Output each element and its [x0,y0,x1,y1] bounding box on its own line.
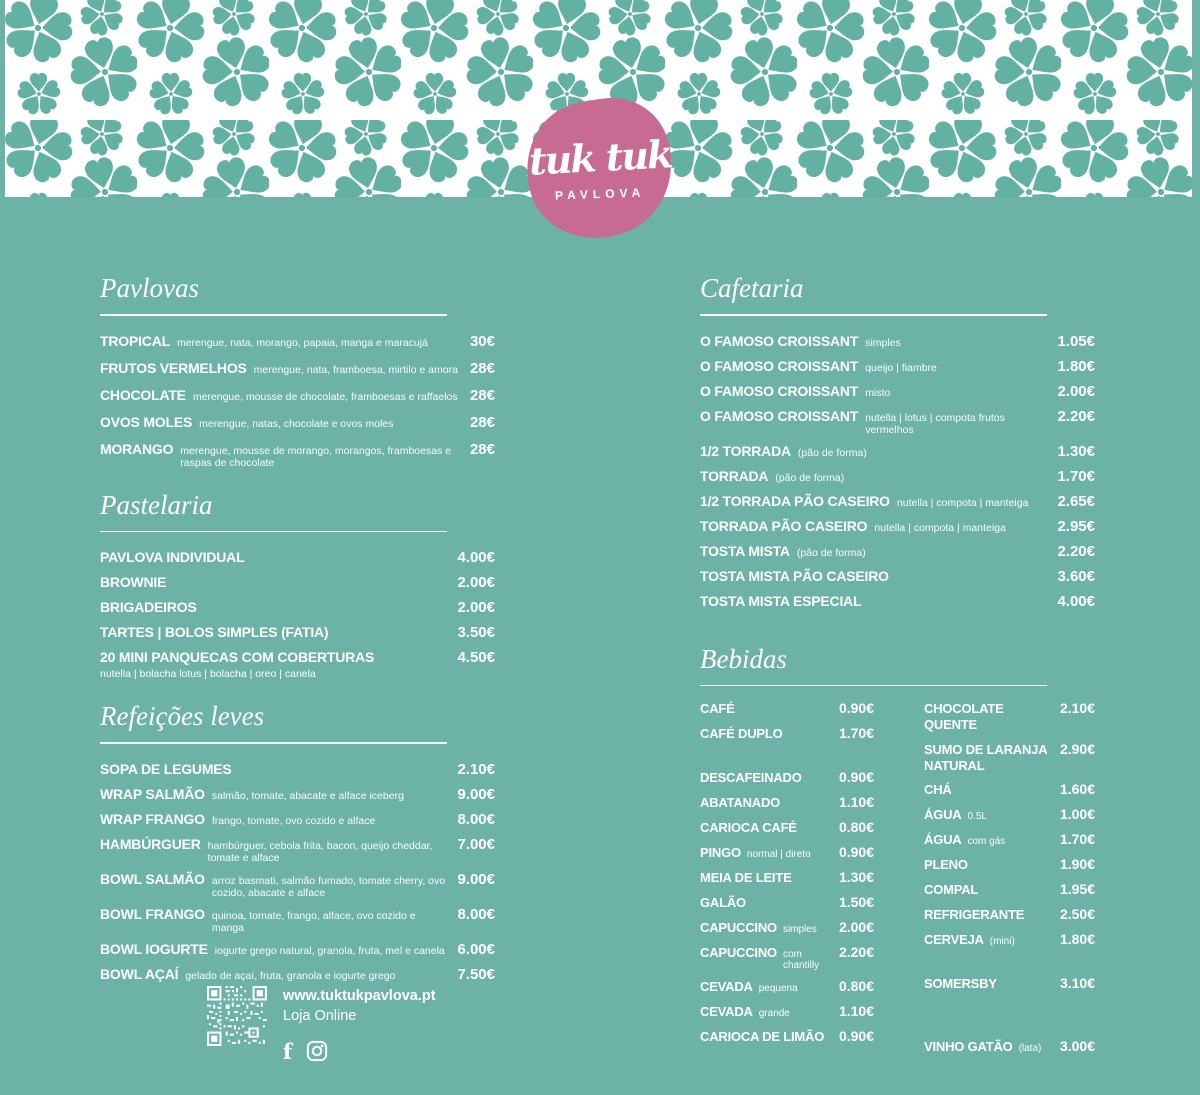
menu-item-row [700,358,1095,376]
facebook-icon[interactable]: f [283,1038,293,1064]
item-price: 2.50€ [1059,906,1095,922]
item-price: 0.90€ [838,1028,874,1044]
item-name: MEIA DE LEITE [700,870,792,885]
menu-item-row [700,1028,874,1046]
menu-item-row [700,944,874,971]
item-name: PLENO [924,857,968,872]
item-price: 0.80€ [838,978,874,994]
item-description: (mini) [989,936,1015,947]
item-description: com gás [967,836,1006,847]
menu-item-row [700,408,1095,436]
menu-item-row [100,906,495,934]
item-description: (pão de forma) [775,471,845,484]
item-name: CEVADA [700,979,753,994]
item-description: arroz basmati, salmão fumado, tomate cherry, ovo cozido, abacate e alface [211,874,446,899]
item-name: OVOS MOLES [100,413,193,430]
item-price: 1.50€ [838,894,874,910]
item-description: nutella | compota | manteiga [896,496,1029,509]
item-name: CAFÉ DUPLO [700,726,783,741]
refeicoes-items [100,761,495,984]
pavlovas-items [100,333,495,469]
item-price: 28€ [469,413,495,431]
menu-item-row [924,1038,1095,1056]
menu-item-row [924,781,1095,799]
menu-item-row [100,360,495,378]
item-name: CAPUCCINO [700,920,777,935]
footer [207,986,436,1062]
item-price: 1.70€ [1057,467,1095,485]
menu-item-row [924,881,1095,899]
brand-subname: PAVLOVA [554,185,646,203]
section-pavlovas [100,272,495,469]
menu-item-row [700,593,1095,611]
menu-item-row [100,811,495,829]
menu-item-row [924,1000,1095,1012]
section-rule [700,314,1047,316]
item-price: 1.30€ [838,869,874,885]
section-pastelaria [100,489,495,681]
item-price: 2.00€ [1057,382,1095,400]
item-price: 1.60€ [1059,781,1095,797]
item-name: TOSTA MISTA ESPECIAL [700,592,862,609]
item-description: merengue, mousse de chocolate, framboesas e raffaelos [192,390,458,403]
menu-item-row [700,1003,874,1021]
menu-item-row [100,786,495,804]
item-name: HAMBÚRGUER [100,835,201,852]
brand-logo [520,94,680,240]
store-label: Loja Online [283,1008,357,1024]
item-name: CARIOCA CAFÉ [700,820,797,835]
item-name: TARTES | BOLOS SIMPLES (FATIA) [100,624,329,640]
menu-item-row [700,700,874,718]
item-name: SUMO DE LARANJA NATURAL [924,741,1047,773]
item-name: ÁGUA [924,807,962,822]
item-price: 0.90€ [838,700,874,716]
section-title-cafetaria: Cafetaria [700,273,804,303]
item-name: BOWL SALMÃO [100,870,205,887]
section-rule [100,531,447,533]
item-description: (lata) [1018,1043,1042,1054]
menu-item-row [700,493,1095,511]
item-name: PINGO [700,845,741,860]
item-name: REFRIGERANTE [924,907,1025,922]
item-price: 1.90€ [1059,856,1095,872]
item-price: 2.20€ [1057,407,1095,425]
website-link[interactable]: www.tuktukpavlova.pt [283,988,436,1004]
item-price: 28€ [469,359,495,377]
item-price: 3.50€ [457,624,495,641]
menu-item-row [924,806,1095,824]
item-price: 0.90€ [838,769,874,785]
item-name: FRUTOS VERMELHOS [100,359,247,376]
bebidas-left-column [700,700,874,1063]
item-name: CAFÉ [700,701,735,716]
item-name: COMPAL [924,882,979,897]
item-name: MORANGO [100,440,174,457]
section-cafetaria [700,272,1095,611]
item-description: normal | direto [746,849,811,860]
menu-item-row [924,741,1095,775]
item-price: 1.05€ [1057,332,1095,350]
item-description: quinoa, tomate, frango, alface, ovo cozido e manga [211,909,416,934]
item-price: 2.20€ [1057,542,1095,560]
item-name: PAVLOVA INDIVIDUAL [100,549,245,565]
bebidas-columns [700,700,1095,1063]
menu-item-row [700,819,874,837]
menu-item-row [924,956,1095,968]
menu-item-row [700,568,1095,586]
item-name: SOMERSBY [924,976,997,991]
item-name: TORRADA [700,467,769,484]
item-description: queijo | fiambre [865,361,937,374]
item-description: merengue, natas, chocolate e ovos moles [199,417,394,430]
item-description: nutella | lotus | compota frutos vermelhos [865,411,1005,436]
menu-item-row [700,543,1095,561]
item-price: 7.00€ [457,835,495,853]
item-description: com chantilly [782,949,820,971]
item-description: simples [782,924,817,935]
menu-item-row [924,700,1095,734]
item-description: merengue, nata, morango, papaia, manga e maracujá [176,336,428,349]
item-price: 3.60€ [1057,567,1095,585]
item-name: WRAP SALMÃO [100,785,205,802]
item-price: 1.70€ [1059,831,1095,847]
section-bebidas [700,643,1095,1064]
item-description: nutella | compota | manteiga [874,521,1006,534]
item-name: GALÃO [700,895,746,910]
item-price: 1.80€ [1059,931,1095,947]
item-description: (pão de forma) [797,446,867,459]
item-price: 4.00€ [457,549,495,566]
item-price: 3.00€ [1059,1038,1095,1054]
menu-item-row [700,443,1095,461]
menu-item-row [100,441,495,469]
menu-item-row [700,518,1095,536]
item-description: gelado de açaí, fruta, granola e iogurte grego [185,969,396,982]
item-description: frango, tomate, ovo cozido e alface [211,814,376,827]
item-name: TOSTA MISTA [700,542,790,559]
item-price: 30€ [469,332,495,350]
item-price: 1.70€ [838,725,874,741]
item-price: 1.95€ [1059,881,1095,897]
item-price: 2.00€ [457,599,495,616]
item-price: 0.90€ [838,844,874,860]
item-name: CARIOCA DE LIMÃO [700,1029,825,1044]
item-price: 1.10€ [838,1003,874,1019]
item-name: CHÁ [924,782,952,797]
item-name: 20 MINI PANQUECAS COM COBERTURAS [100,649,375,665]
menu-item-row [700,769,874,787]
item-price: 1.80€ [1057,357,1095,375]
menu-item-row [100,414,495,432]
section-title-pastelaria: Pastelaria [100,489,213,520]
qr-code [207,986,267,1046]
item-description: salmão, tomate, abacate e alface iceberg [211,789,404,802]
item-name: ABATANADO [700,795,781,810]
item-name: O FAMOSO CROISSANT [700,382,859,399]
item-name: SOPA DE LEGUMES [100,760,232,777]
item-name: CEVADA [700,1004,753,1019]
instagram-icon[interactable] [306,1040,328,1062]
item-price: 2.00€ [457,574,495,591]
item-price: 8.00€ [457,810,495,828]
item-price: 2.00€ [838,919,874,935]
item-price: 7.50€ [457,965,495,983]
section-rule [100,314,447,316]
item-name: CHOCOLATE [100,386,186,403]
menu-item-row [924,931,1095,949]
item-description: pequena [758,983,798,994]
item-name: TROPICAL [100,332,170,349]
item-price: 8.00€ [457,905,495,923]
item-description: hambúrguer, cebola frita, bacon, queijo cheddar, tomate e alface [207,839,433,864]
item-price: 1.30€ [1057,442,1095,460]
item-name: DESCAFEINADO [700,770,802,785]
item-description: merengue, nata, framboesa, mirtilo e amora [253,363,458,376]
menu-item-row [100,333,495,351]
menu-item-row [700,978,874,996]
item-name: WRAP FRANGO [100,810,205,827]
item-name: BROWNIE [100,574,167,590]
item-name: TOSTA MISTA PÃO CASEIRO [700,567,889,584]
menu-item-row [700,468,1095,486]
item-price: 3.10€ [1059,975,1095,991]
menu-item-row [100,599,495,617]
item-name: O FAMOSO CROISSANT [700,357,859,374]
cafetaria-items [700,333,1095,611]
menu-item-row [700,333,1095,351]
item-price: 1.00€ [1059,806,1095,822]
menu-item-row [924,831,1095,849]
item-name: VINHO GATÃO [924,1039,1013,1054]
item-name: BOWL FRANGO [100,905,205,922]
item-description: (pão de forma) [796,546,866,559]
section-rule [100,742,447,744]
section-refeicoes-leves [100,700,495,984]
item-price: 2.10€ [457,760,495,778]
item-price: 4.00€ [1057,592,1095,610]
left-column [100,272,495,991]
item-name: CERVEJA [924,932,984,947]
menu-item-row [100,836,495,864]
item-price: 28€ [469,386,495,404]
item-name: BOWL AÇAÍ [100,965,179,982]
item-price: 2.65€ [1057,492,1095,510]
menu-item-row [924,906,1095,924]
item-name: CAPUCCINO [700,945,777,960]
menu-item-row [700,383,1095,401]
bebidas-right-column [924,700,1095,1063]
item-price: 9.00€ [457,870,495,888]
section-title-bebidas: Bebidas [700,643,787,674]
item-name: TORRADA PÃO CASEIRO [700,517,868,534]
menu-item-row [700,794,874,812]
pastelaria-items [100,549,495,680]
menu-item-row [924,1019,1095,1031]
item-name: O FAMOSO CROISSANT [700,332,859,349]
menu-item-row [100,871,495,899]
menu-item-row [700,919,874,937]
menu-item-row [924,856,1095,874]
menu-item-row [100,624,495,642]
menu-item-row [700,750,874,762]
menu-item-row [100,941,495,959]
item-description: iogurte grego natural, granola, fruta, mel e canela [214,944,445,957]
item-price: 4.50€ [457,649,495,666]
item-name: BOWL IOGURTE [100,940,208,957]
menu-item-row [100,966,495,984]
menu-item-row [700,869,874,887]
item-price: 0.80€ [838,819,874,835]
menu-item-row [100,574,495,592]
item-name: BRIGADEIROS [100,599,197,615]
item-subline: nutella | bolacha lotus | bolacha | oreo | canela [100,668,316,680]
item-description: 0.5L [967,811,987,822]
item-price: 6.00€ [457,940,495,958]
menu-item-row [100,761,495,779]
menu-item-row [924,975,1095,993]
item-name: ÁGUA [924,832,962,847]
brand-name: tuk tuk [527,131,673,184]
menu-item-row [100,649,495,680]
item-name: O FAMOSO CROISSANT [700,407,859,424]
menu-item-row [700,725,874,743]
item-description: merengue, mousse de morango, morangos, framboesas e raspas de chocolate [180,444,452,469]
right-column [700,272,1095,1063]
item-price: 2.90€ [1059,740,1095,757]
item-price: 28€ [469,440,495,458]
menu-item-row [700,894,874,912]
item-name: 1/2 TORRADA [700,442,791,459]
item-description: simples [865,336,901,349]
item-description: grande [758,1008,790,1019]
section-title-refeicoes: Refeições leves [100,701,265,731]
section-title-pavlovas: Pavlovas [100,273,199,303]
item-price: 2.95€ [1057,517,1095,535]
section-rule [700,685,1047,687]
item-name: CHOCOLATE QUENTE [924,701,1004,733]
item-description: misto [865,386,891,399]
item-price: 1.10€ [838,794,874,810]
item-name: 1/2 TORRADA PÃO CASEIRO [700,492,890,509]
menu-item-row [100,387,495,405]
item-price: 2.20€ [838,944,874,960]
item-price: 9.00€ [457,785,495,803]
menu-item-row [700,844,874,862]
menu-item-row [100,549,495,567]
item-price: 2.10€ [1059,700,1095,716]
